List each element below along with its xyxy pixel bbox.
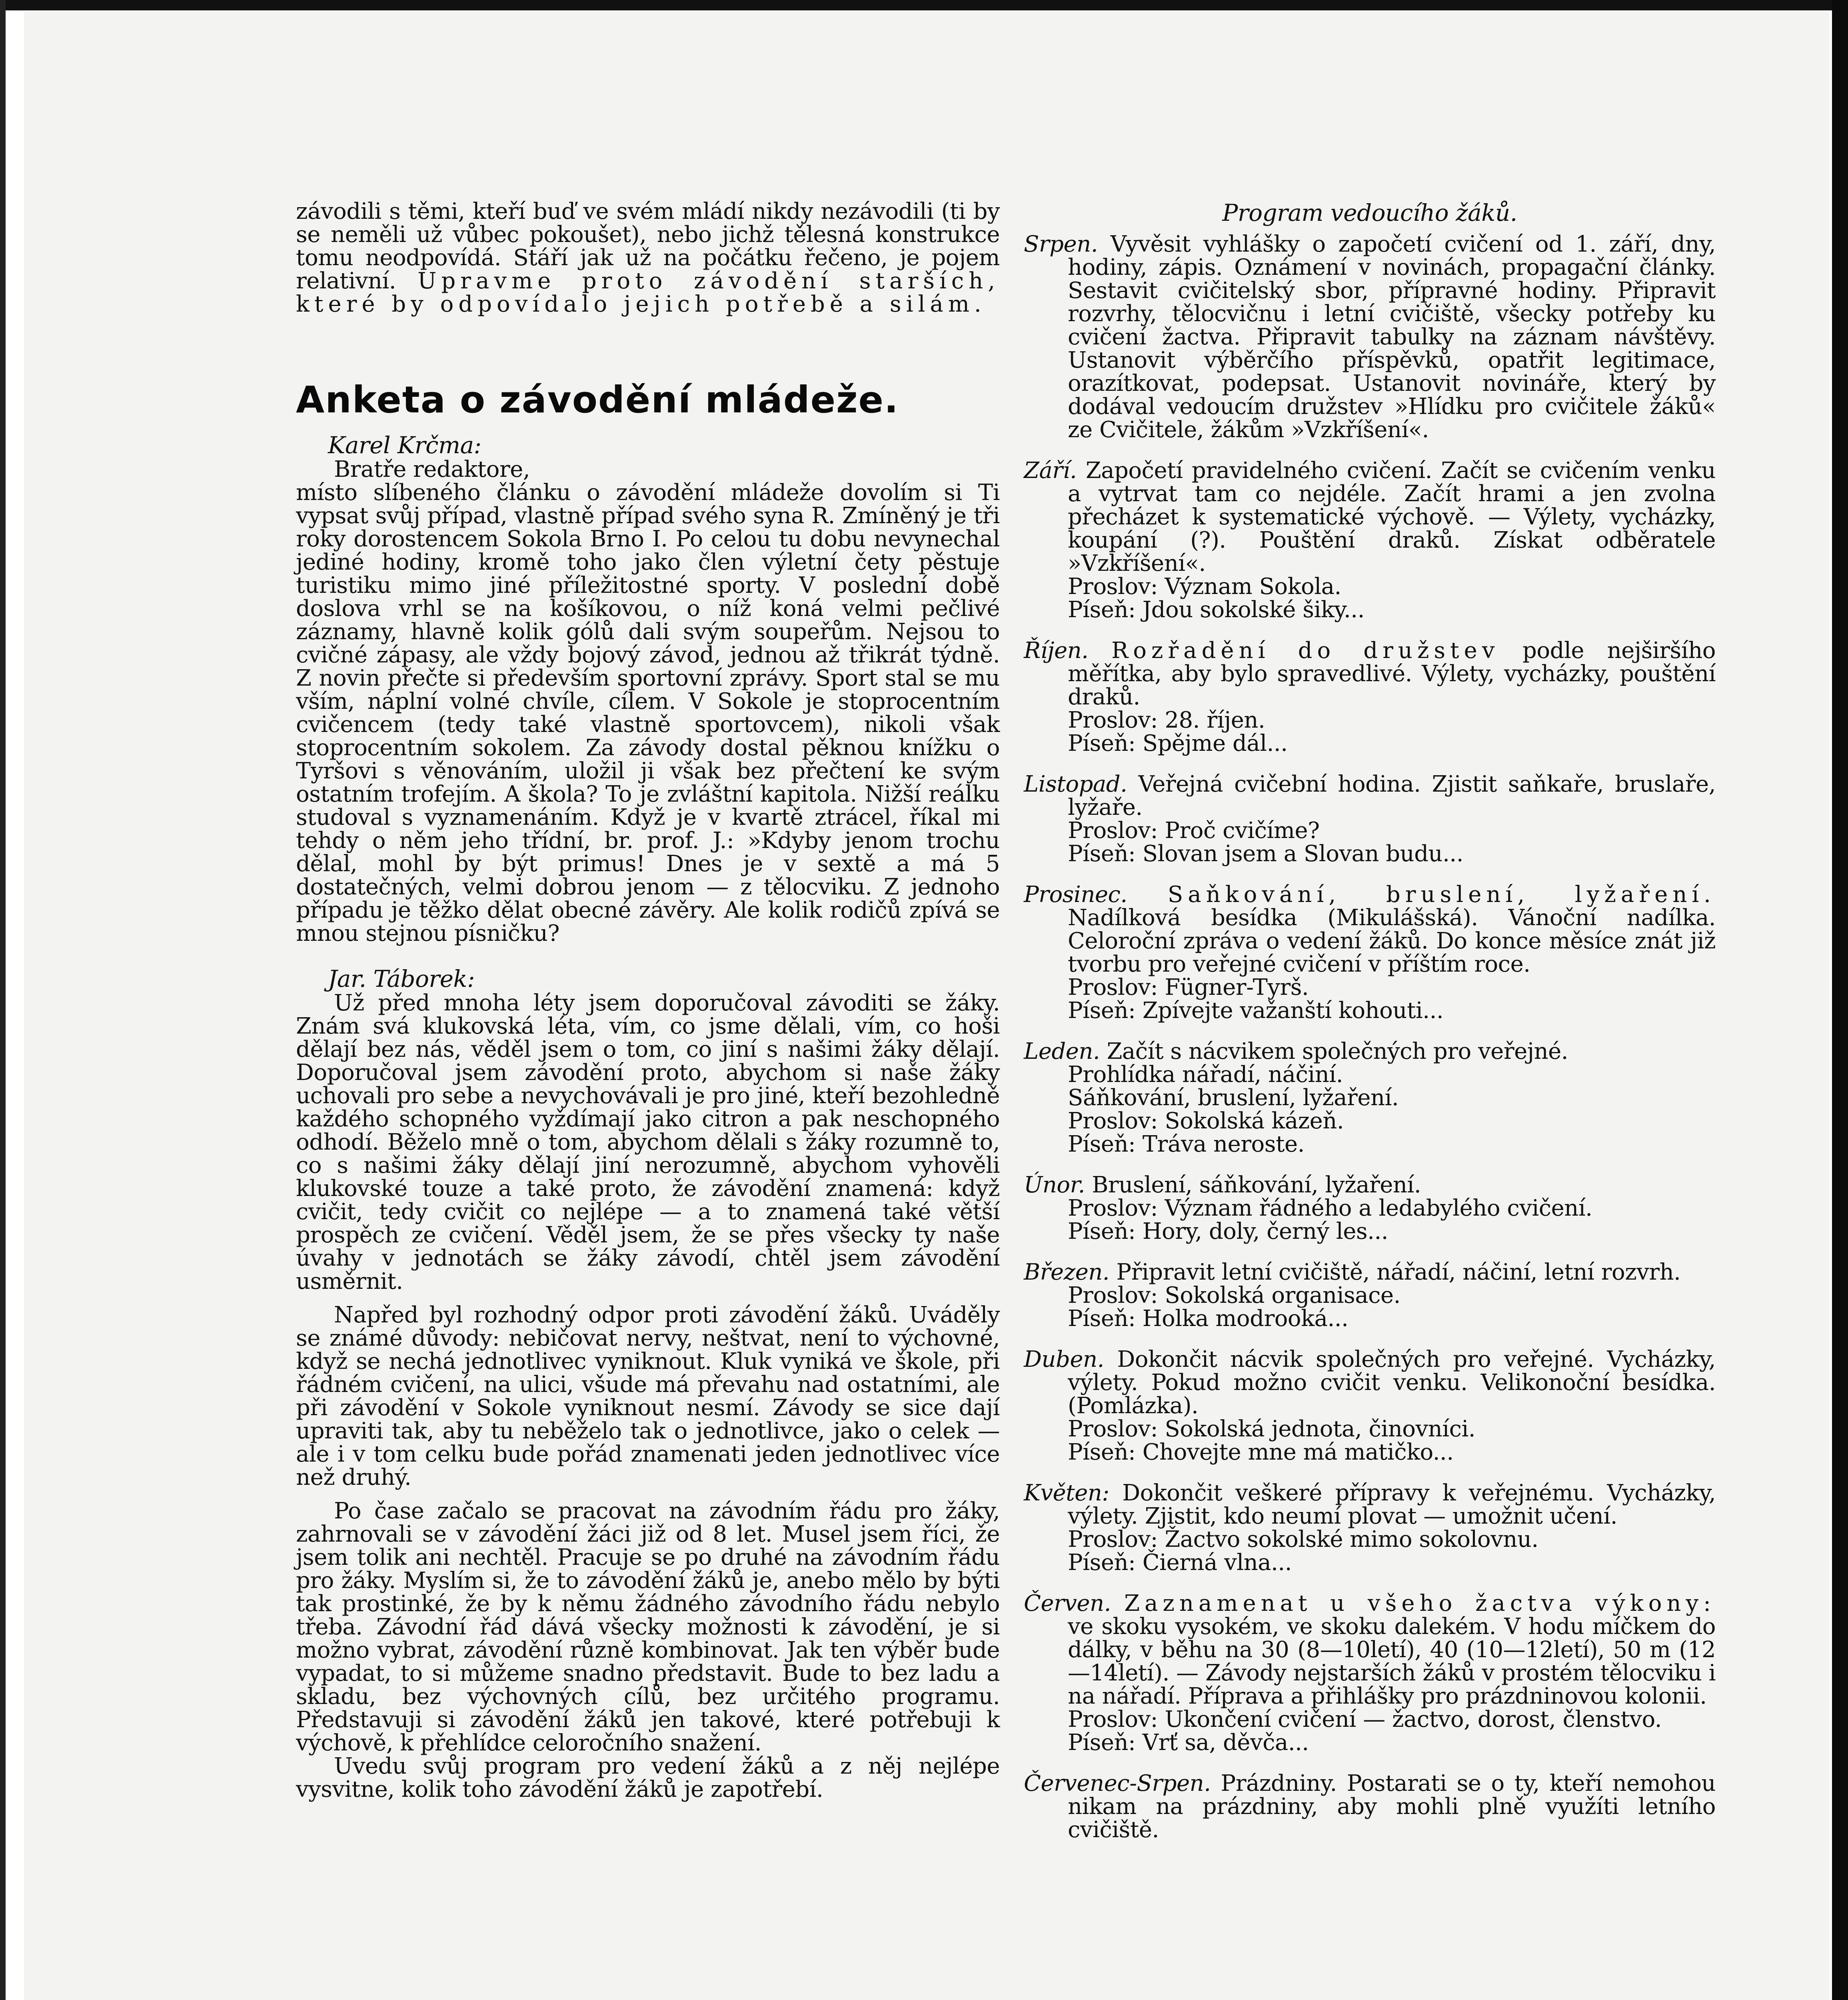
month-line: Píseň: Čierná vlna... [1068,1550,1292,1576]
month-line: Píseň: Tráva neroste. [1068,1131,1305,1157]
month-line: Píseň: Chovejte mne má matičko... [1068,1439,1454,1465]
program-months [1024,233,1716,1842]
month-name: Květen: [1024,1480,1109,1506]
month-text [1024,1592,1716,1708]
month-name: Září. [1024,458,1077,484]
month-line: Proslov: Sokolská organisace. [1068,1282,1400,1308]
month-text [1024,1261,1716,1284]
month-text [1024,1348,1716,1418]
month-text [1024,1772,1716,1842]
month-entry [1024,883,1716,1022]
scan-edge-top [0,0,1848,10]
month-body: Vyvěsit vyhlášky o započetí cvičení od 1. září, dny, hodiny, zápis. Oznámení v novinách, propagační články. Sestavit cvičitelský sbor, přípravné hodiny. Připravit rozvrhy, tělocvičnu i letní cvičiště, všecky potřeby ku cvičení žactva. Připravit tabulky na záznam návštěvy. Ustanovit výběrčího příspěvků, opatřit legitimace, orazítkovat, podepsat. Ustanovit novináře, který by dodával vedoucím družstev »Hlídku pro cvičitele žáků« ze Cvičitele, žákům »Vzkříšení«. [1068,231,1716,443]
month-text [1024,459,1716,575]
month-text [1024,773,1716,819]
scan-edge-right [1832,0,1848,2000]
month-text [1024,1040,1716,1063]
taborek-paragraph-4: Uvedu svůj program pro vedení žáků a z něj nejlépe vysvitne, kolik toho závodění žáků je zapotřebí. [296,1753,1000,1802]
month-name: Červenec-Srpen. [1024,1770,1211,1796]
month-line: Píseň: Jdou sokolské šiky... [1068,597,1365,623]
month-name: Duben. [1024,1346,1104,1372]
taborek-paragraph-2: Napřed byl rozhodný odpor proti závodění žáků. Uváděly se známé důvody: nebičovat nervy, neštvat, není to výchovné, když se nechá jednotlivec vyniknout. Kluk vyniká ve škole, při řádném cvičení, na ulici, všude má převahu nad ostatními, ale při závodění v Sokole vyniknout nesmí. Závody se sice dají upraviti tak, aby tu neběželo tak o jednotlivce, jako o celek — ale i v tom celku bude pořád znamenati jeden jednotlivec více než druhý. [296,1302,1000,1490]
month-name: Srpen. [1024,231,1098,257]
month-line: Prohlídka nářadí, náčiní. [1068,1062,1343,1088]
month-body: Dokončit veškeré přípravy k veřejnému. Vycházky, výlety. Zjistit, kdo neumí plovat — umožnit učení. [1068,1480,1716,1529]
month-body: Prázdniny. Postarati se o ty, kteří nemohou nikam na prázdniny, aby mohli plně využíti letního cvičiště. [1068,1770,1716,1843]
program-title: Program vedoucího žáků. [1222,199,1517,226]
intro-spaced-text: Upravme proto závodění starších, které by odpovídalo jejich potřebě a silám. [296,268,1000,317]
month-entry [1024,639,1716,755]
month-text [1024,639,1716,709]
month-text [1024,1482,1716,1528]
krcma-paragraph: místo slíbeného článku o závodění mládeže dovolím si Ti vypsat svůj případ, vlastně případ svého syna R. Zmíněný je tři roky dorostencem Sokola Brno I. Po celou tu dobu nevynechal jediné hodiny, kromě toho jako člen výletní čety pěstuje turistiku mimo jiné příležitostné sporty. V poslední době doslova vrhl se na košíkovou, o níž koná velmi pečlivé záznamy, hlavně kolik gólů dali svým soupeřům. Nejsou to cvičné zápasy, ale vždy bojový závod, jednou až třikrát týdně. Z novin přečte si především sportovní zprávy. Sport stal se mu vším, náplní volné chvíle, cílem. V Sokole je stoprocentním cvičencem (tedy také vlastně sportovcem), nikoli však stoprocentním sokolem. Za závody dostal pěknou knížku o Tyršovi s věnováním, uložil ji však bez přečtení ke svým ostatním trofejím. A škola? To je zvláštní kapitola. Nižší reálku studoval s vyznamenáním. Když je v kvartě ztrácel, říkal mi tehdy o něm jeho třídní, br. prof. J.: »Kdyby jenom trochu dělal, mohl by být primus! Dnes je v sextě a má 5 dostatečných, velmi dobrou jenom — z tělocviku. Z jednoho případu je těžko dělat obecné závěry. Ale kolik rodičů zpívá se mnou stejnou písničku? [296,480,1000,946]
month-line: Proslov: Žactvo sokolské mimo sokolovnu. [1068,1526,1538,1552]
month-body: Začít s nácvikem společných pro veřejné. [1107,1038,1568,1064]
month-entry [1024,1040,1716,1156]
month-line: Proslov: Význam Sokola. [1068,574,1341,600]
month-line: Proslov: Proč cvičíme? [1068,818,1320,844]
taborek-paragraph-1: Už před mnoha léty jsem doporučoval závoditi se žáky. Znám svá klukovská léta, vím, co jsme dělali, vím, co hoši dělají bez nás, věděl jsem o tom, co jiní s našimi žáky dělají. Doporučoval jsem závodění proto, abychom si naše žáky uchovali pro sebe a nevychovávali je pro jiné, kteří bezohledně každého schopného vyždímají jako citron a pak neschopného odhodí. Běželo mně o tom, abychom dělali s žáky rozumně to, co s našimi žáky dělají jiní nerozumně, abychom vyhověli klukovské touze a také proto, že závodění znamená: když cvičit, tedy cvičit co nejlépe — a to znamená také větší prospěch ze cvičení. Věděl jsem, že se přes všecky ty naše úvahy v jednotách se žáky závodí, chtěl jsem závodění usměrnit. [296,990,1000,1294]
taborek-paragraph-3: Po čase začalo se pracovat na závodním řádu pro žáky, zahrnovali se v závodění žáci již od 8 let. Musel jsem říci, že jsem tolik ani nechtěl. Pracuje se po druhé na závodním řádu pro žáky. Myslím si, že to závodění žáků je, anebo mělo by býti tak prostinké, že by k němu žádného závodního řádu nebylo třeba. Závodní řád dává všecky možnosti k závodění, je si možno vybrat, závodění různě kombinovat. Jak ten výběr bude vypadat, to si můžeme snadno představit. Bude to bez ladu a skladu, bez výchovných cílů, bez určitého programu. Představuji si závodění žáků jen takové, které potřebuji k výchově, k přehlídce celoročního snažení. [296,1498,1000,1756]
month-line: Píseň: Holka modrooká... [1068,1306,1349,1332]
intro-paragraph: závodili s těmi, kteří buď ve svém mládí nikdy nezávodili (ti by se neměli už vůbec pokoušet), nebo jichž tělesná konstrukce tomu neodpovídá. Stáří jak už na počátku řečeno, je pojem relativní. Upravme proto závodění starších, které by odpovídalo jejich potřebě a silám. [296,198,1000,317]
month-name: Březen. [1024,1259,1110,1285]
month-entry [1024,1174,1716,1243]
month-entry [1024,1261,1716,1330]
month-entry [1024,1772,1716,1842]
left-column [296,200,1000,1801]
month-line: Proslov: Význam řádného a ledabylého cvičení. [1068,1195,1592,1221]
month-entry [1024,1592,1716,1754]
page [24,12,1830,2000]
month-line: Proslov: Fügner-Tyrš. [1068,974,1309,1000]
month-entry [1024,459,1716,622]
month-line: Píseň: Spějme dál... [1068,730,1288,756]
salutation: Bratře redaktore, [334,456,530,482]
month-entry [1024,1348,1716,1464]
month-body: ve skoku vysokém, ve skoku dalekém. V hodu míčkem do dálky, v běhu na 30 (8—10letí), 40 (10—12letí), 50 m (12—14letí). — Závody nejstarších žáků v prostém tělocviku i na nářadí. Příprava a přihlášky pro prázdninovou kolonii. [1068,1614,1716,1709]
month-text [1024,883,1716,976]
month-spaced-text: Saňkování, bruslení, lyžaření. [1167,882,1716,908]
month-line: Píseň: Slovan jsem a Slovan budu... [1068,841,1464,867]
article-heading: Anketa o závodění mládeže. [296,378,899,421]
month-entry [1024,773,1716,866]
month-body: Veřejná cvičební hodina. Zjistit saňkaře, bruslaře, lyžaře. [1068,771,1716,820]
month-body: Bruslení, sáňkování, lyžaření. [1092,1172,1421,1198]
month-text [1024,233,1716,442]
month-body: Připravit letní cvičiště, nářadí, náčiní, letní rozvrh. [1116,1259,1681,1285]
month-name: Červen. [1024,1590,1111,1616]
month-name: Prosinec. [1024,882,1127,908]
right-column [1024,200,1716,1859]
month-name: Říjen. [1024,638,1089,664]
month-line: Píseň: Hory, doly, černý les... [1068,1218,1388,1244]
month-line: Proslov: Sokolská kázeň. [1068,1108,1344,1134]
month-line: Sáňkování, bruslení, lyžaření. [1068,1085,1399,1111]
month-text [1024,1174,1716,1197]
month-entry [1024,1482,1716,1574]
month-name: Leden. [1024,1038,1100,1064]
month-line: Proslov: 28. říjen. [1068,707,1265,733]
month-name: Únor. [1024,1172,1085,1198]
month-name: Listopad. [1024,771,1127,797]
scan-edge-left [0,0,6,2000]
month-line: Proslov: Sokolská jednota, činovníci. [1068,1416,1476,1442]
month-line: Píseň: Zpívejte važanští kohouti... [1068,998,1444,1024]
month-spaced-text: Rozřadění do družstev [1111,638,1500,664]
month-body: Dokončit nácvik společných pro veřejné. Vycházky, výlety. Pokud možno cvičit venku. Velikonoční besídka. (Pomlázka). [1068,1346,1716,1419]
month-body: podle nejširšího měřítka, aby bylo spravedlivé. Výlety, vycházky, pouštění draků. [1068,638,1716,710]
month-line: Proslov: Ukončení cvičení — žactvo, dorost, členstvo. [1068,1706,1662,1732]
month-entry [1024,233,1716,442]
author-krcma: Karel Krčma: [328,432,481,459]
month-line: Píseň: Vrť sa, děvča... [1068,1730,1309,1756]
month-body: Nadílková besídka (Mikulášská). Vánoční nadílka. Celoroční zpráva o vedení žáků. Do konce měsíce znát již tvorbu pro veřejné cvičení v příštím roce. [1068,905,1716,977]
month-body: Započetí pravidelného cvičení. Začít se cvičením venku a vytrvat tam co nejdéle. Začít hrami a jen zvolna přecházet k systematické výchově. — Výlety, vycházky, koupání (?). Pouštění draků. Získat odběratele »Vzkříšení«. [1068,458,1716,576]
month-spaced-text: Zaznamenat u všeho žactva výkony: [1124,1590,1716,1616]
author-taborek: Jar. Táborek: [328,965,475,992]
